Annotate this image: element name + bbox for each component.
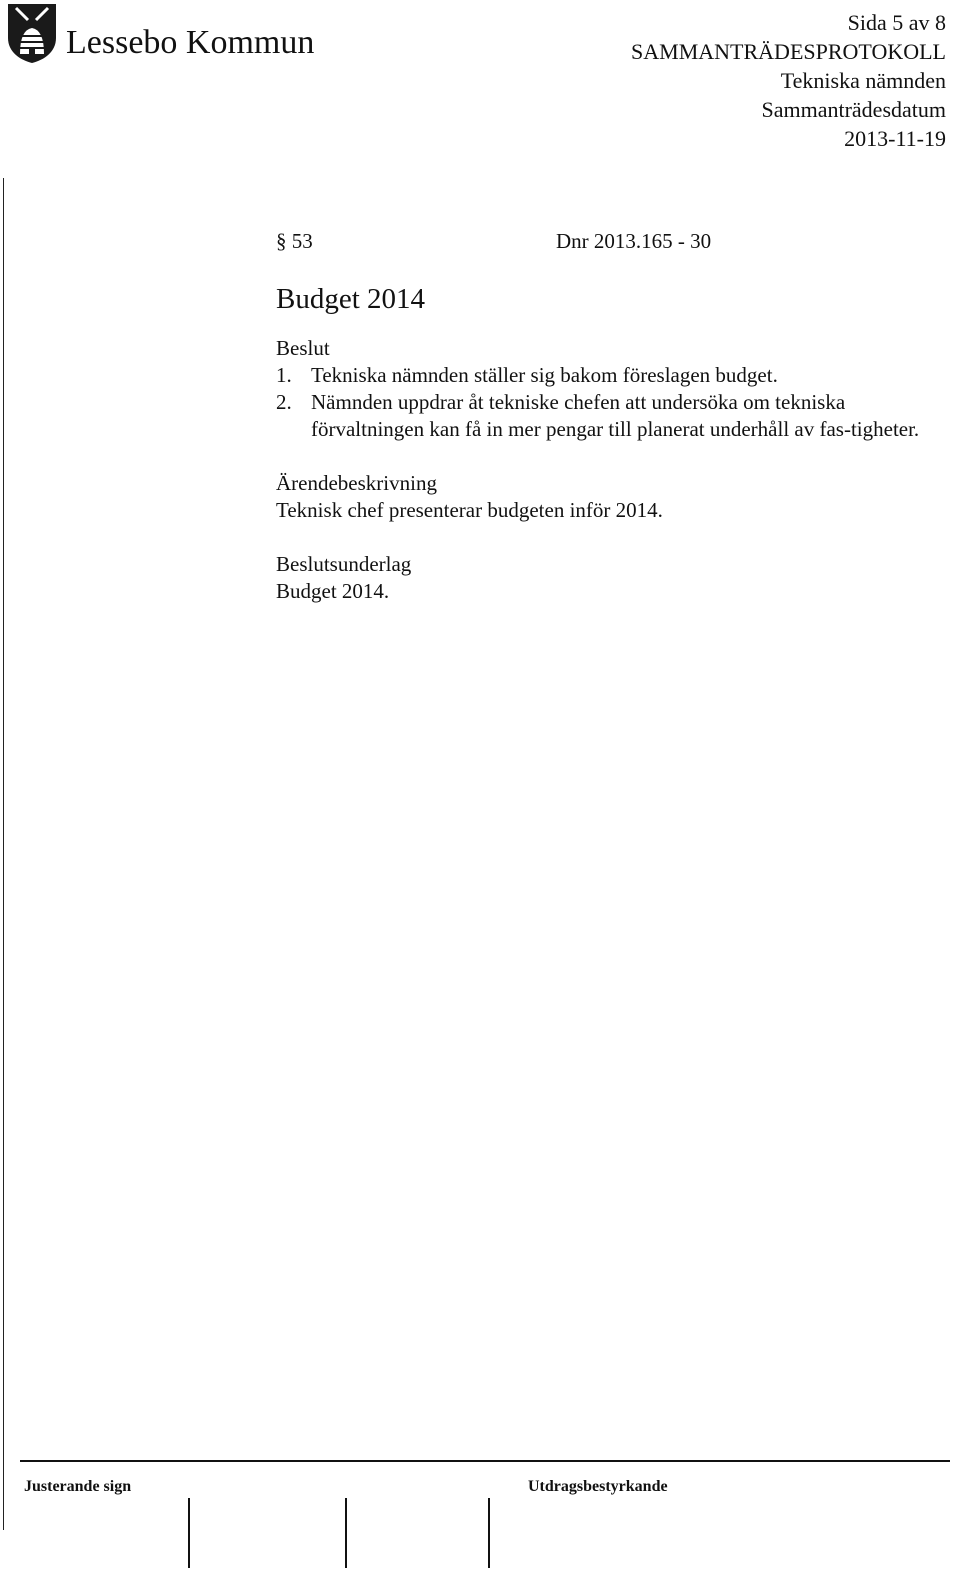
- document-type: SAMMANTRÄDESPROTOKOLL: [631, 39, 946, 64]
- decision-list: [276, 362, 956, 443]
- list-item: [276, 362, 956, 389]
- left-margin-rule: [3, 178, 4, 1530]
- logo-text: Lessebo Kommun: [66, 24, 315, 61]
- justerande-sign-label: Justerande sign: [24, 1478, 132, 1495]
- paragraph-number: § 53: [276, 228, 313, 253]
- committee-name: Tekniska nämnden: [780, 68, 946, 93]
- item-number: 1.: [276, 363, 292, 387]
- meeting-date-label: Sammanträdesdatum: [761, 97, 946, 122]
- footer-rule: [20, 1460, 950, 1462]
- signature-divider: [345, 1498, 347, 1568]
- decision-basis-text: Budget 2014.: [276, 579, 390, 603]
- page-title: Budget 2014: [276, 283, 426, 315]
- coat-of-arms-icon: [6, 2, 58, 64]
- decision-heading: Beslut: [276, 336, 330, 360]
- case-description-text: Teknisk chef presenterar budgeten inför 2014.: [276, 498, 663, 522]
- diary-number: Dnr 2013.165 - 30: [556, 228, 712, 253]
- meeting-date: 2013-11-19: [844, 126, 946, 151]
- paragraph-row: [276, 225, 956, 257]
- item-number: 2.: [276, 390, 292, 414]
- decision-section: [276, 335, 956, 443]
- header-meta: [631, 8, 946, 153]
- page-number: Sida 5 av 8: [847, 10, 946, 35]
- document-body: [276, 225, 956, 605]
- list-item: [276, 389, 956, 443]
- signature-divider: [188, 1498, 190, 1568]
- decision-basis-section: [276, 551, 956, 605]
- item-text: Nämnden uppdrar åt tekniske chefen att undersöka om tekniska förvaltningen kan få in mer pengar till planerat underhåll av fas-tigheter.: [311, 390, 920, 441]
- signature-divider: [488, 1498, 490, 1568]
- decision-basis-heading: Beslutsunderlag: [276, 552, 412, 576]
- logo: [6, 2, 314, 64]
- case-description-heading: Ärendebeskrivning: [276, 471, 437, 495]
- case-description-section: [276, 470, 956, 524]
- utdragsbestyrkande-label: Utdragsbestyrkande: [528, 1478, 668, 1495]
- item-text: Tekniska nämnden ställer sig bakom föreslagen budget.: [311, 363, 778, 387]
